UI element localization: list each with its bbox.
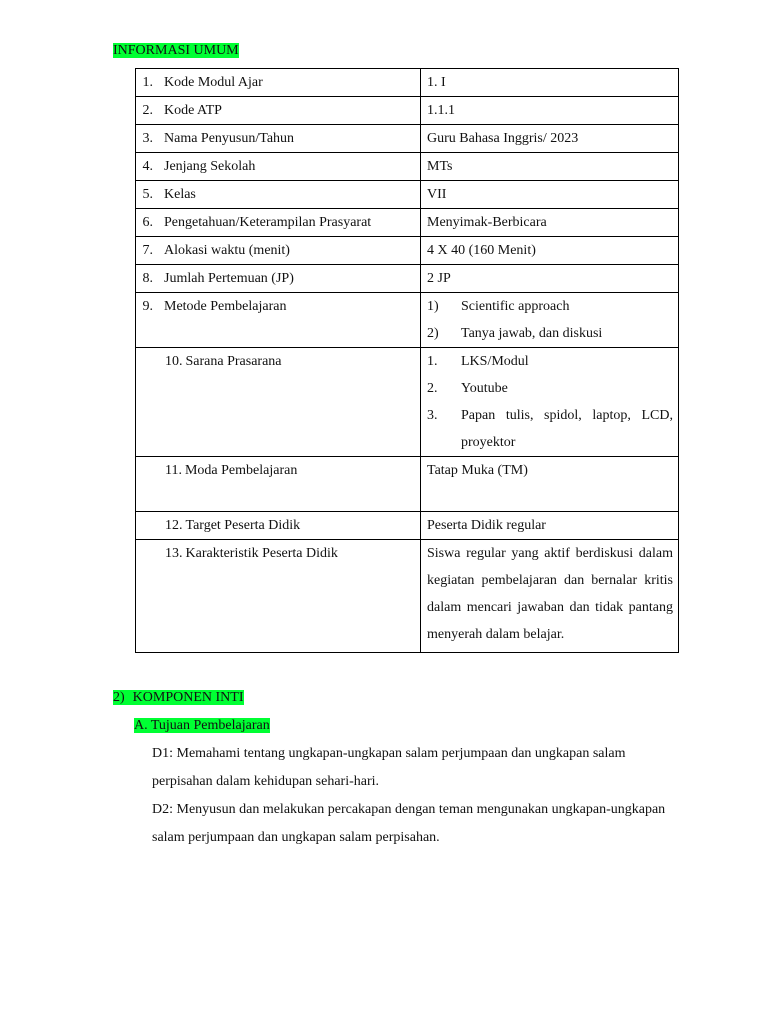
row-label: Jumlah Pertemuan (JP) <box>164 271 294 286</box>
table-row <box>136 237 679 265</box>
row-value: MTs <box>427 159 453 174</box>
row-value-cell <box>421 512 679 540</box>
row-label-cell <box>136 540 421 653</box>
informasi-umum-heading <box>113 42 239 60</box>
list-item <box>427 375 673 402</box>
row-value-cell <box>421 125 679 153</box>
row-label-cell <box>136 125 421 153</box>
row-label-cell <box>136 265 421 293</box>
komponen-inti-title <box>113 690 244 705</box>
table-row <box>136 293 679 348</box>
row-label: Alokasi waktu (menit) <box>164 243 290 258</box>
row-label: Metode Pembelajaran <box>164 299 287 314</box>
row-number: 7. <box>142 243 153 258</box>
tujuan-pembelajaran-heading <box>134 716 270 736</box>
row-label: Kode ATP <box>164 103 222 118</box>
row-label-cell <box>136 153 421 181</box>
row-label: Kode Modul Ajar <box>164 75 263 90</box>
row-label-cell <box>136 512 421 540</box>
row-number: 1. <box>142 75 153 90</box>
informasi-umum-table <box>135 68 679 653</box>
list-item-text: Youtube <box>461 381 508 396</box>
row-value: Guru Bahasa Inggris/ 2023 <box>427 131 579 146</box>
row-label-cell <box>136 457 421 512</box>
komponen-inti-label: KOMPONEN INTI <box>132 690 244 705</box>
tujuan-pembelajaran-title: A. Tujuan Pembelajaran <box>134 718 270 733</box>
row-number: 10. <box>165 354 183 369</box>
row-value: VII <box>427 187 447 202</box>
row-label-cell <box>136 237 421 265</box>
row-value: 1. I <box>427 75 446 90</box>
list-item-number: 3. <box>427 408 438 423</box>
list-item-text: Scientific approach <box>461 299 570 314</box>
table-row <box>136 153 679 181</box>
row-value-cell <box>421 153 679 181</box>
row-value: 4 X 40 (160 Menit) <box>427 243 536 258</box>
row-value-cell <box>421 97 679 125</box>
row-value-cell <box>421 265 679 293</box>
row-number: 5. <box>142 187 153 202</box>
tujuan-d1: D1: Memahami tentang ungkapan-ungkapan salam perjumpaan dan ungkapan salam perpisahan dalam kehidupan sehari-hari. <box>152 746 626 789</box>
list-item <box>427 293 673 320</box>
informasi-umum-title: INFORMASI UMUM <box>113 43 239 58</box>
row-label: Sarana Prasarana <box>185 354 282 369</box>
row-label-cell <box>136 348 421 457</box>
row-value-cell <box>421 348 679 457</box>
list-item <box>427 320 673 347</box>
row-number: 6. <box>142 215 153 230</box>
row-number: 11. <box>165 463 182 478</box>
table-row <box>136 125 679 153</box>
list-item-text: Tanya jawab, dan diskusi <box>461 326 603 341</box>
list-item-text: Papan tulis, spidol, laptop, LCD, proyektor <box>461 408 673 450</box>
row-label: Kelas <box>164 187 196 202</box>
list-item <box>427 402 673 456</box>
row-label-cell <box>136 209 421 237</box>
row-number: 2. <box>142 103 153 118</box>
row-value-cell <box>421 293 679 348</box>
row-label-cell <box>136 97 421 125</box>
row-label: Jenjang Sekolah <box>164 159 256 174</box>
row-value-cell <box>421 457 679 512</box>
row-value: Peserta Didik regular <box>427 518 546 533</box>
row-value: 2 JP <box>427 271 451 286</box>
row-label-cell <box>136 181 421 209</box>
table-row <box>136 69 679 97</box>
list-item-number: 1) <box>427 299 439 314</box>
row-label: Moda Pembelajaran <box>184 463 298 478</box>
komponen-inti-number: 2) <box>113 690 125 705</box>
row-value: Tatap Muka (TM) <box>427 463 528 478</box>
row-value: 1.1.1 <box>427 103 455 118</box>
table-row <box>136 97 679 125</box>
list-item <box>427 348 673 375</box>
row-label-cell <box>136 293 421 348</box>
table-row <box>136 181 679 209</box>
row-value-cell <box>421 540 679 653</box>
tujuan-d2: D2: Menyusun dan melakukan percakapan dengan teman mengunakan ungkapan-ungkapan salam perjumpaan dan ungkapan salam perpisahan. <box>152 802 666 845</box>
tujuan-pembelajaran-body <box>152 740 682 852</box>
table-row <box>136 265 679 293</box>
komponen-inti-heading <box>113 688 244 708</box>
row-number: 3. <box>142 131 153 146</box>
row-value-cell <box>421 209 679 237</box>
row-number: 13. <box>165 546 183 561</box>
row-number: 9. <box>142 299 153 314</box>
list-item-text: LKS/Modul <box>461 354 529 369</box>
table-row <box>136 348 679 457</box>
table-row <box>136 457 679 512</box>
row-value-cell <box>421 69 679 97</box>
table-row <box>136 209 679 237</box>
table-row <box>136 512 679 540</box>
row-value: Siswa regular yang aktif berdiskusi dalam kegiatan pembelajaran dan bernalar kritis dalam mencari jawaban dan tidak pantang menyerah dalam belajar. <box>427 546 673 642</box>
list-item-number: 1. <box>427 354 438 369</box>
list-item-number: 2. <box>427 381 438 396</box>
row-label: Karakteristik Peserta Didik <box>185 546 338 561</box>
list-item-number: 2) <box>427 326 439 341</box>
table-row <box>136 540 679 653</box>
row-value-cell <box>421 237 679 265</box>
row-value: Menyimak-Berbicara <box>427 215 547 230</box>
row-number: 8. <box>142 271 153 286</box>
row-value-cell <box>421 181 679 209</box>
row-label: Target Peserta Didik <box>185 518 301 533</box>
row-label: Nama Penyusun/Tahun <box>164 131 295 146</box>
row-number: 4. <box>142 159 153 174</box>
row-label: Pengetahuan/Keterampilan Prasyarat <box>164 215 372 230</box>
row-label-cell <box>136 69 421 97</box>
row-number: 12. <box>165 518 183 533</box>
